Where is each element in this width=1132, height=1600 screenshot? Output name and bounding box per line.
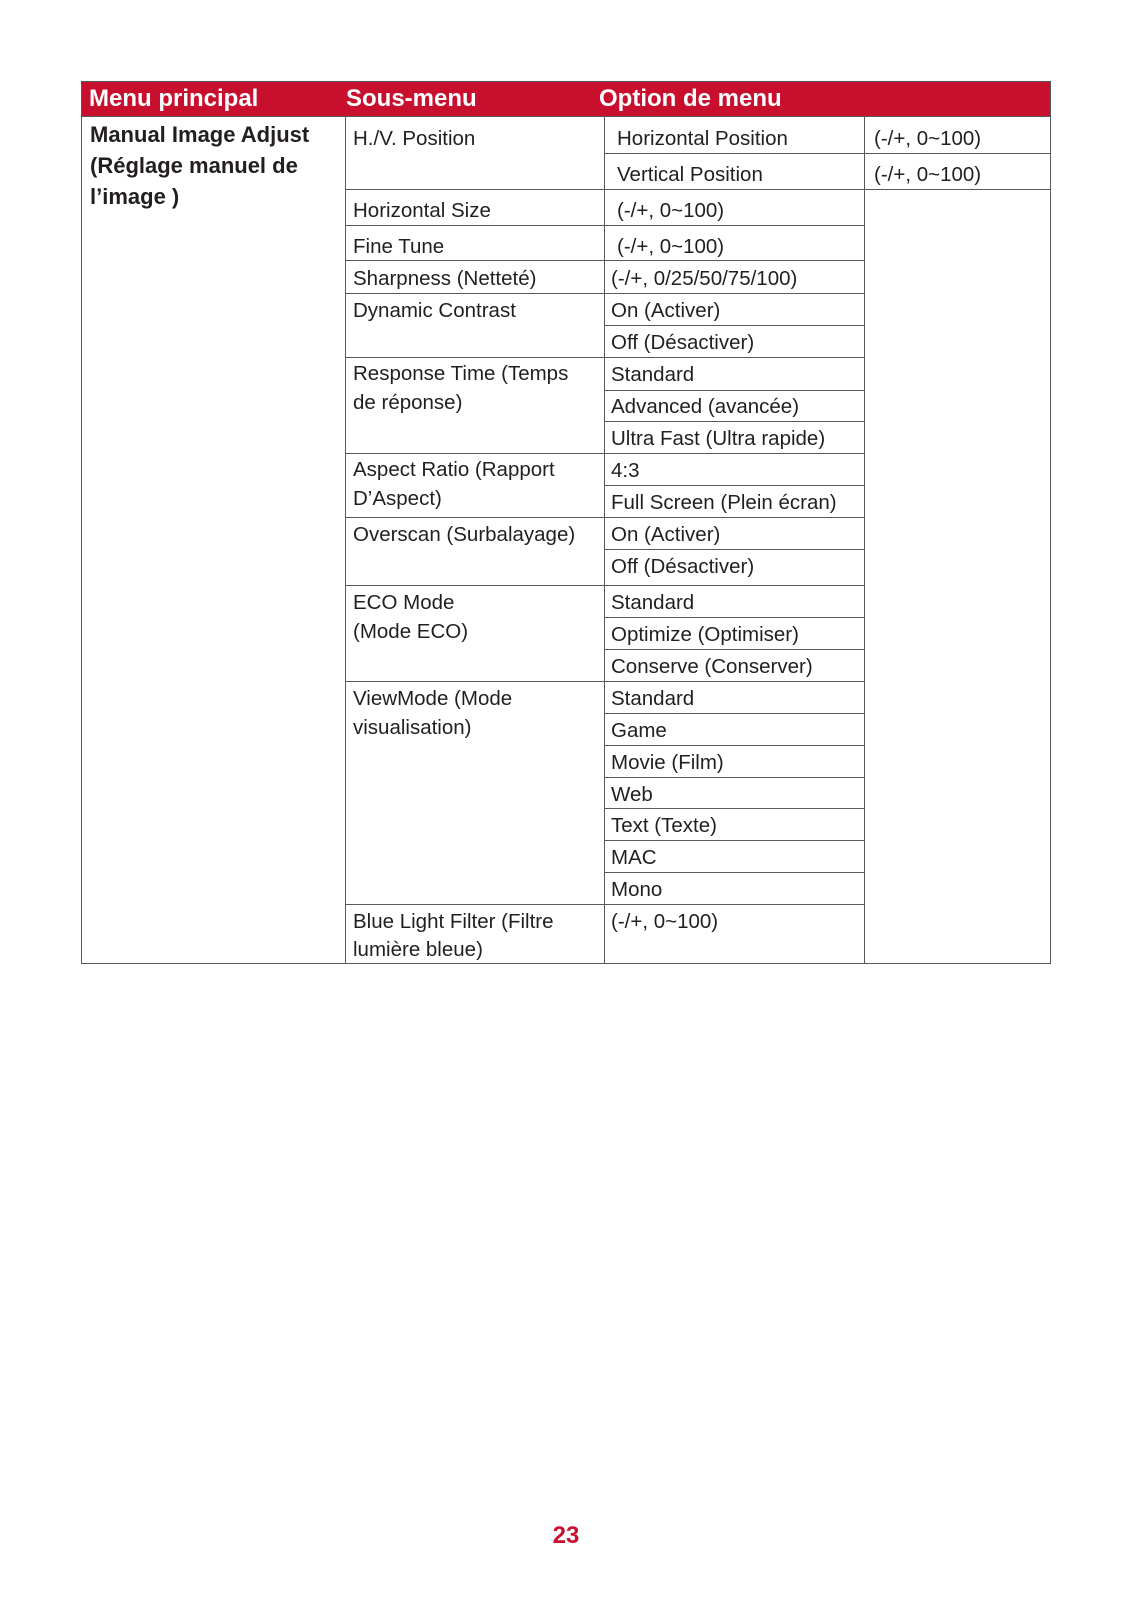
option-item: Conserve (Conserver) (611, 655, 813, 678)
row-divider (345, 293, 865, 294)
column-divider (604, 117, 605, 964)
option-item: Off (Désactiver) (611, 555, 755, 578)
option-value: (-/+, 0~100) (611, 910, 719, 933)
row-divider (345, 225, 865, 226)
row-divider (604, 745, 865, 746)
submenu-aspect-ratio: Aspect Ratio (Rapport (353, 458, 555, 481)
table-header (81, 81, 1051, 117)
row-divider (604, 485, 865, 486)
row-divider (604, 777, 865, 778)
submenu-aspect-ratio: D’Aspect) (353, 487, 442, 510)
main-menu-label: Manual Image Adjust (90, 122, 310, 147)
option-item: Movie (Film) (611, 751, 724, 774)
option-value: (-/+, 0~100) (617, 235, 725, 258)
header-menu-option: Option de menu (599, 85, 782, 112)
row-divider (345, 517, 865, 518)
header-main-menu: Menu principal (89, 85, 259, 112)
submenu-hv-position: H./V. Position (353, 127, 476, 150)
submenu-sharpness: Sharpness (Netteté) (353, 267, 537, 290)
option-item: On (Activer) (611, 523, 721, 546)
submenu-response-time: de réponse) (353, 391, 463, 414)
main-menu-label: (Réglage manuel de (90, 153, 298, 178)
table-border-right (1050, 117, 1051, 964)
option-item: Ultra Fast (Ultra rapide) (611, 427, 826, 450)
row-divider (345, 189, 1051, 190)
row-divider (604, 649, 865, 650)
row-divider (345, 585, 865, 586)
submenu-response-time: Response Time (Temps (353, 362, 569, 385)
main-menu-label: l’image ) (90, 184, 180, 209)
row-divider (604, 872, 865, 873)
option-item: MAC (611, 846, 657, 869)
option-value: (-/+, 0~100) (874, 163, 982, 186)
option-item: Web (611, 783, 653, 806)
option-item: Text (Texte) (611, 814, 717, 837)
column-divider (345, 117, 346, 964)
option-item: Advanced (avancée) (611, 395, 800, 418)
option-item: Game (611, 719, 667, 742)
option-item: On (Activer) (611, 299, 721, 322)
row-divider (604, 153, 865, 154)
submenu-dynamic-contrast: Dynamic Contrast (353, 299, 516, 322)
row-divider (604, 617, 865, 618)
submenu-horizontal-size: Horizontal Size (353, 199, 491, 222)
option-value: (-/+, 0/25/50/75/100) (611, 267, 798, 290)
option-item: Standard (611, 591, 695, 614)
submenu-view-mode: ViewMode (Mode (353, 687, 513, 710)
option-item: Mono (611, 878, 663, 901)
option-item: 4:3 (611, 459, 640, 482)
row-divider (345, 904, 865, 905)
submenu-eco-mode: ECO Mode (353, 591, 455, 614)
row-divider (604, 421, 865, 422)
option-item: Standard (611, 687, 695, 710)
submenu-view-mode: visualisation) (353, 716, 472, 739)
row-divider (604, 840, 865, 841)
table-border-left (81, 117, 82, 964)
column-divider (864, 117, 865, 964)
option-vertical-position: Vertical Position (617, 163, 763, 186)
submenu-eco-mode: (Mode ECO) (353, 620, 469, 643)
row-divider (864, 153, 1051, 154)
option-horizontal-position: Horizontal Position (617, 127, 788, 150)
option-item: Standard (611, 363, 695, 386)
option-item: Optimize (Optimiser) (611, 623, 799, 646)
submenu-blue-light-filter: lumière bleue) (353, 938, 483, 961)
option-value: (-/+, 0~100) (874, 127, 982, 150)
table-border-bottom (81, 963, 1051, 964)
page-number: 23 (552, 1522, 580, 1549)
option-item: Full Screen (Plein écran) (611, 491, 837, 514)
option-value: (-/+, 0~100) (617, 199, 725, 222)
option-item: Off (Désactiver) (611, 331, 755, 354)
submenu-fine-tune: Fine Tune (353, 235, 445, 258)
header-submenu: Sous-menu (346, 85, 477, 112)
row-divider (604, 549, 865, 550)
row-divider (345, 681, 865, 682)
row-divider (604, 713, 865, 714)
row-divider (604, 325, 865, 326)
submenu-overscan: Overscan (Surbalayage) (353, 523, 576, 546)
submenu-blue-light-filter: Blue Light Filter (Filtre (353, 910, 554, 933)
